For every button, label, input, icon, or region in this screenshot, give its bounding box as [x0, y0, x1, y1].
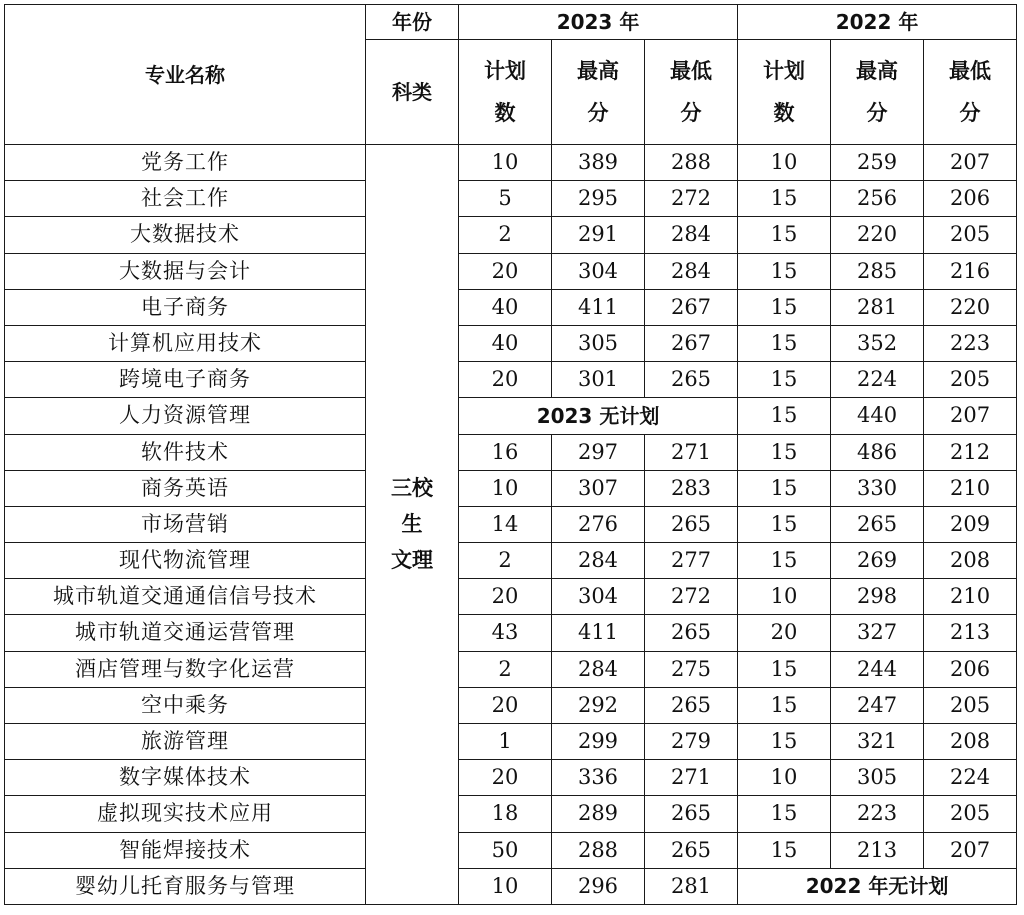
max-score-2022: 352 [831, 325, 924, 361]
min-score-2023: 267 [645, 289, 738, 325]
major-name-cell: 电子商务 [5, 289, 366, 325]
min-score-2023: 271 [645, 434, 738, 470]
max-score-2023: 291 [552, 217, 645, 253]
major-name-cell: 现代物流管理 [5, 543, 366, 579]
min-score-2022: 205 [924, 362, 1017, 398]
max-score-2022: 247 [831, 687, 924, 723]
plan-count-2023: 2 [459, 543, 552, 579]
min-score-2022: 213 [924, 615, 1017, 651]
major-name-cell: 人力资源管理 [5, 398, 366, 434]
min-score-2022: 208 [924, 543, 1017, 579]
min-score-2022: 209 [924, 506, 1017, 542]
max-score-2022: 220 [831, 217, 924, 253]
max-score-2023: 411 [552, 289, 645, 325]
min-score-2023: 265 [645, 687, 738, 723]
major-name-cell: 城市轨道交通运营管理 [5, 615, 366, 651]
plan-count-2022: 15 [738, 289, 831, 325]
year-label-header: 年份 [366, 5, 459, 40]
major-name-cell: 数字媒体技术 [5, 760, 366, 796]
min-score-2023: 265 [645, 362, 738, 398]
min-score-2023: 265 [645, 615, 738, 651]
max-score-2023: 284 [552, 651, 645, 687]
major-name-cell: 酒店管理与数字化运营 [5, 651, 366, 687]
table-row [5, 687, 1017, 723]
max-score-2023: 284 [552, 543, 645, 579]
major-name-cell: 空中乘务 [5, 687, 366, 723]
plan-count-2022: 15 [738, 651, 831, 687]
plan-count-2022: 20 [738, 615, 831, 651]
table-row [5, 506, 1017, 542]
plan-count-2022: 15 [738, 506, 831, 542]
major-name-cell: 大数据技术 [5, 217, 366, 253]
max-score-2022: 223 [831, 796, 924, 832]
min-score-2023: 267 [645, 325, 738, 361]
min-score-2022: 207 [924, 832, 1017, 868]
max-score-2022: 285 [831, 253, 924, 289]
year-2023-header: 2023 年 [459, 5, 738, 40]
max-score-2023: 305 [552, 325, 645, 361]
table-row [5, 579, 1017, 615]
major-name-cell: 社会工作 [5, 181, 366, 217]
plan-count-2022: 10 [738, 579, 831, 615]
max-score-2022: 224 [831, 362, 924, 398]
major-name-cell: 计算机应用技术 [5, 325, 366, 361]
category-label-header: 科类 [366, 40, 459, 145]
table-row [5, 615, 1017, 651]
max-score-2022: 486 [831, 434, 924, 470]
max-score-2023: 299 [552, 724, 645, 760]
plan-count-2023: 20 [459, 760, 552, 796]
table-row [5, 760, 1017, 796]
major-name-cell: 商务英语 [5, 470, 366, 506]
plan-count-header-2023: 计划 数 [459, 40, 552, 145]
table-row [5, 651, 1017, 687]
table-row [5, 543, 1017, 579]
min-score-2022: 206 [924, 651, 1017, 687]
table-row [5, 289, 1017, 325]
min-score-2023: 279 [645, 724, 738, 760]
table-row [5, 832, 1017, 868]
plan-count-2023: 14 [459, 506, 552, 542]
min-score-2023: 281 [645, 868, 738, 904]
min-score-2023: 265 [645, 506, 738, 542]
max-score-2022: 327 [831, 615, 924, 651]
min-score-2022: 207 [924, 398, 1017, 434]
major-name-cell: 市场营销 [5, 506, 366, 542]
plan-count-2022: 15 [738, 724, 831, 760]
max-score-2022: 259 [831, 145, 924, 181]
min-score-2023: 275 [645, 651, 738, 687]
plan-count-2023: 18 [459, 796, 552, 832]
max-score-2023: 301 [552, 362, 645, 398]
major-name-cell: 软件技术 [5, 434, 366, 470]
plan-count-2023: 20 [459, 687, 552, 723]
min-score-2022: 205 [924, 217, 1017, 253]
min-score-2022: 220 [924, 289, 1017, 325]
plan-count-2022: 15 [738, 325, 831, 361]
max-score-2023: 296 [552, 868, 645, 904]
plan-count-2022: 15 [738, 398, 831, 434]
max-score-2023: 289 [552, 796, 645, 832]
min-score-2022: 224 [924, 760, 1017, 796]
major-name-header: 专业名称 [5, 5, 366, 145]
min-score-2023: 271 [645, 760, 738, 796]
table-row [5, 325, 1017, 361]
max-score-2023: 336 [552, 760, 645, 796]
admission-score-table [4, 4, 1017, 905]
plan-count-2022: 10 [738, 145, 831, 181]
min-score-2023: 284 [645, 217, 738, 253]
min-score-2022: 208 [924, 724, 1017, 760]
max-score-2023: 304 [552, 579, 645, 615]
min-score-2022: 210 [924, 470, 1017, 506]
plan-count-2023: 43 [459, 615, 552, 651]
table-row [5, 796, 1017, 832]
plan-count-2022: 15 [738, 687, 831, 723]
max-score-2023: 304 [552, 253, 645, 289]
table-row [5, 181, 1017, 217]
table-row [5, 470, 1017, 506]
plan-count-2022: 15 [738, 434, 831, 470]
max-score-header-2023: 最高 分 [552, 40, 645, 145]
plan-count-2022: 15 [738, 470, 831, 506]
plan-count-2023: 20 [459, 579, 552, 615]
max-score-2022: 269 [831, 543, 924, 579]
min-score-header-2022: 最低 分 [924, 40, 1017, 145]
plan-count-2023: 2 [459, 651, 552, 687]
min-score-2022: 205 [924, 687, 1017, 723]
min-score-2023: 265 [645, 796, 738, 832]
plan-count-2022: 10 [738, 760, 831, 796]
min-score-2022: 212 [924, 434, 1017, 470]
plan-count-2022: 15 [738, 362, 831, 398]
major-name-cell: 大数据与会计 [5, 253, 366, 289]
min-score-2023: 272 [645, 579, 738, 615]
plan-count-2022: 15 [738, 181, 831, 217]
plan-count-2022: 15 [738, 253, 831, 289]
plan-count-2023: 40 [459, 289, 552, 325]
min-score-header-2023: 最低 分 [645, 40, 738, 145]
plan-count-2023: 40 [459, 325, 552, 361]
major-name-cell: 智能焊接技术 [5, 832, 366, 868]
major-name-cell: 城市轨道交通通信信号技术 [5, 579, 366, 615]
max-score-2023: 276 [552, 506, 645, 542]
max-score-2022: 305 [831, 760, 924, 796]
year-2022-header: 2022 年 [738, 5, 1017, 40]
min-score-2023: 265 [645, 832, 738, 868]
max-score-2023: 292 [552, 687, 645, 723]
table-row [5, 362, 1017, 398]
table-row [5, 398, 1017, 434]
max-score-2023: 297 [552, 434, 645, 470]
major-name-cell: 党务工作 [5, 145, 366, 181]
max-score-header-2022: 最高 分 [831, 40, 924, 145]
max-score-2022: 298 [831, 579, 924, 615]
major-name-cell: 跨境电子商务 [5, 362, 366, 398]
table-row [5, 724, 1017, 760]
max-score-2023: 307 [552, 470, 645, 506]
max-score-2023: 411 [552, 615, 645, 651]
table-row [5, 868, 1017, 904]
no-plan-note-2022: 2022 年无计划 [738, 868, 1017, 904]
plan-count-2023: 10 [459, 868, 552, 904]
max-score-2022: 213 [831, 832, 924, 868]
table-row [5, 217, 1017, 253]
max-score-2022: 256 [831, 181, 924, 217]
max-score-2022: 330 [831, 470, 924, 506]
max-score-2023: 288 [552, 832, 645, 868]
category-cell: 三校 生 文理 [366, 145, 459, 905]
max-score-2023: 295 [552, 181, 645, 217]
min-score-2022: 205 [924, 796, 1017, 832]
plan-count-header-2022: 计划 数 [738, 40, 831, 145]
min-score-2023: 277 [645, 543, 738, 579]
plan-count-2023: 20 [459, 253, 552, 289]
max-score-2022: 265 [831, 506, 924, 542]
major-name-cell: 婴幼儿托育服务与管理 [5, 868, 366, 904]
plan-count-2023: 1 [459, 724, 552, 760]
min-score-2023: 283 [645, 470, 738, 506]
plan-count-2022: 15 [738, 543, 831, 579]
table-row [5, 145, 1017, 181]
plan-count-2022: 15 [738, 832, 831, 868]
plan-count-2023: 20 [459, 362, 552, 398]
table-row [5, 434, 1017, 470]
plan-count-2023: 50 [459, 832, 552, 868]
table-row [5, 253, 1017, 289]
plan-count-2022: 15 [738, 796, 831, 832]
no-plan-note-2023: 2023 无计划 [459, 398, 738, 434]
min-score-2022: 216 [924, 253, 1017, 289]
max-score-2022: 321 [831, 724, 924, 760]
max-score-2022: 244 [831, 651, 924, 687]
plan-count-2022: 15 [738, 217, 831, 253]
plan-count-2023: 5 [459, 181, 552, 217]
min-score-2023: 272 [645, 181, 738, 217]
major-name-cell: 虚拟现实技术应用 [5, 796, 366, 832]
plan-count-2023: 10 [459, 470, 552, 506]
major-name-cell: 旅游管理 [5, 724, 366, 760]
min-score-2022: 223 [924, 325, 1017, 361]
min-score-2022: 206 [924, 181, 1017, 217]
min-score-2023: 284 [645, 253, 738, 289]
plan-count-2023: 10 [459, 145, 552, 181]
max-score-2023: 389 [552, 145, 645, 181]
plan-count-2023: 2 [459, 217, 552, 253]
min-score-2022: 210 [924, 579, 1017, 615]
min-score-2023: 288 [645, 145, 738, 181]
min-score-2022: 207 [924, 145, 1017, 181]
max-score-2022: 281 [831, 289, 924, 325]
max-score-2022: 440 [831, 398, 924, 434]
plan-count-2023: 16 [459, 434, 552, 470]
